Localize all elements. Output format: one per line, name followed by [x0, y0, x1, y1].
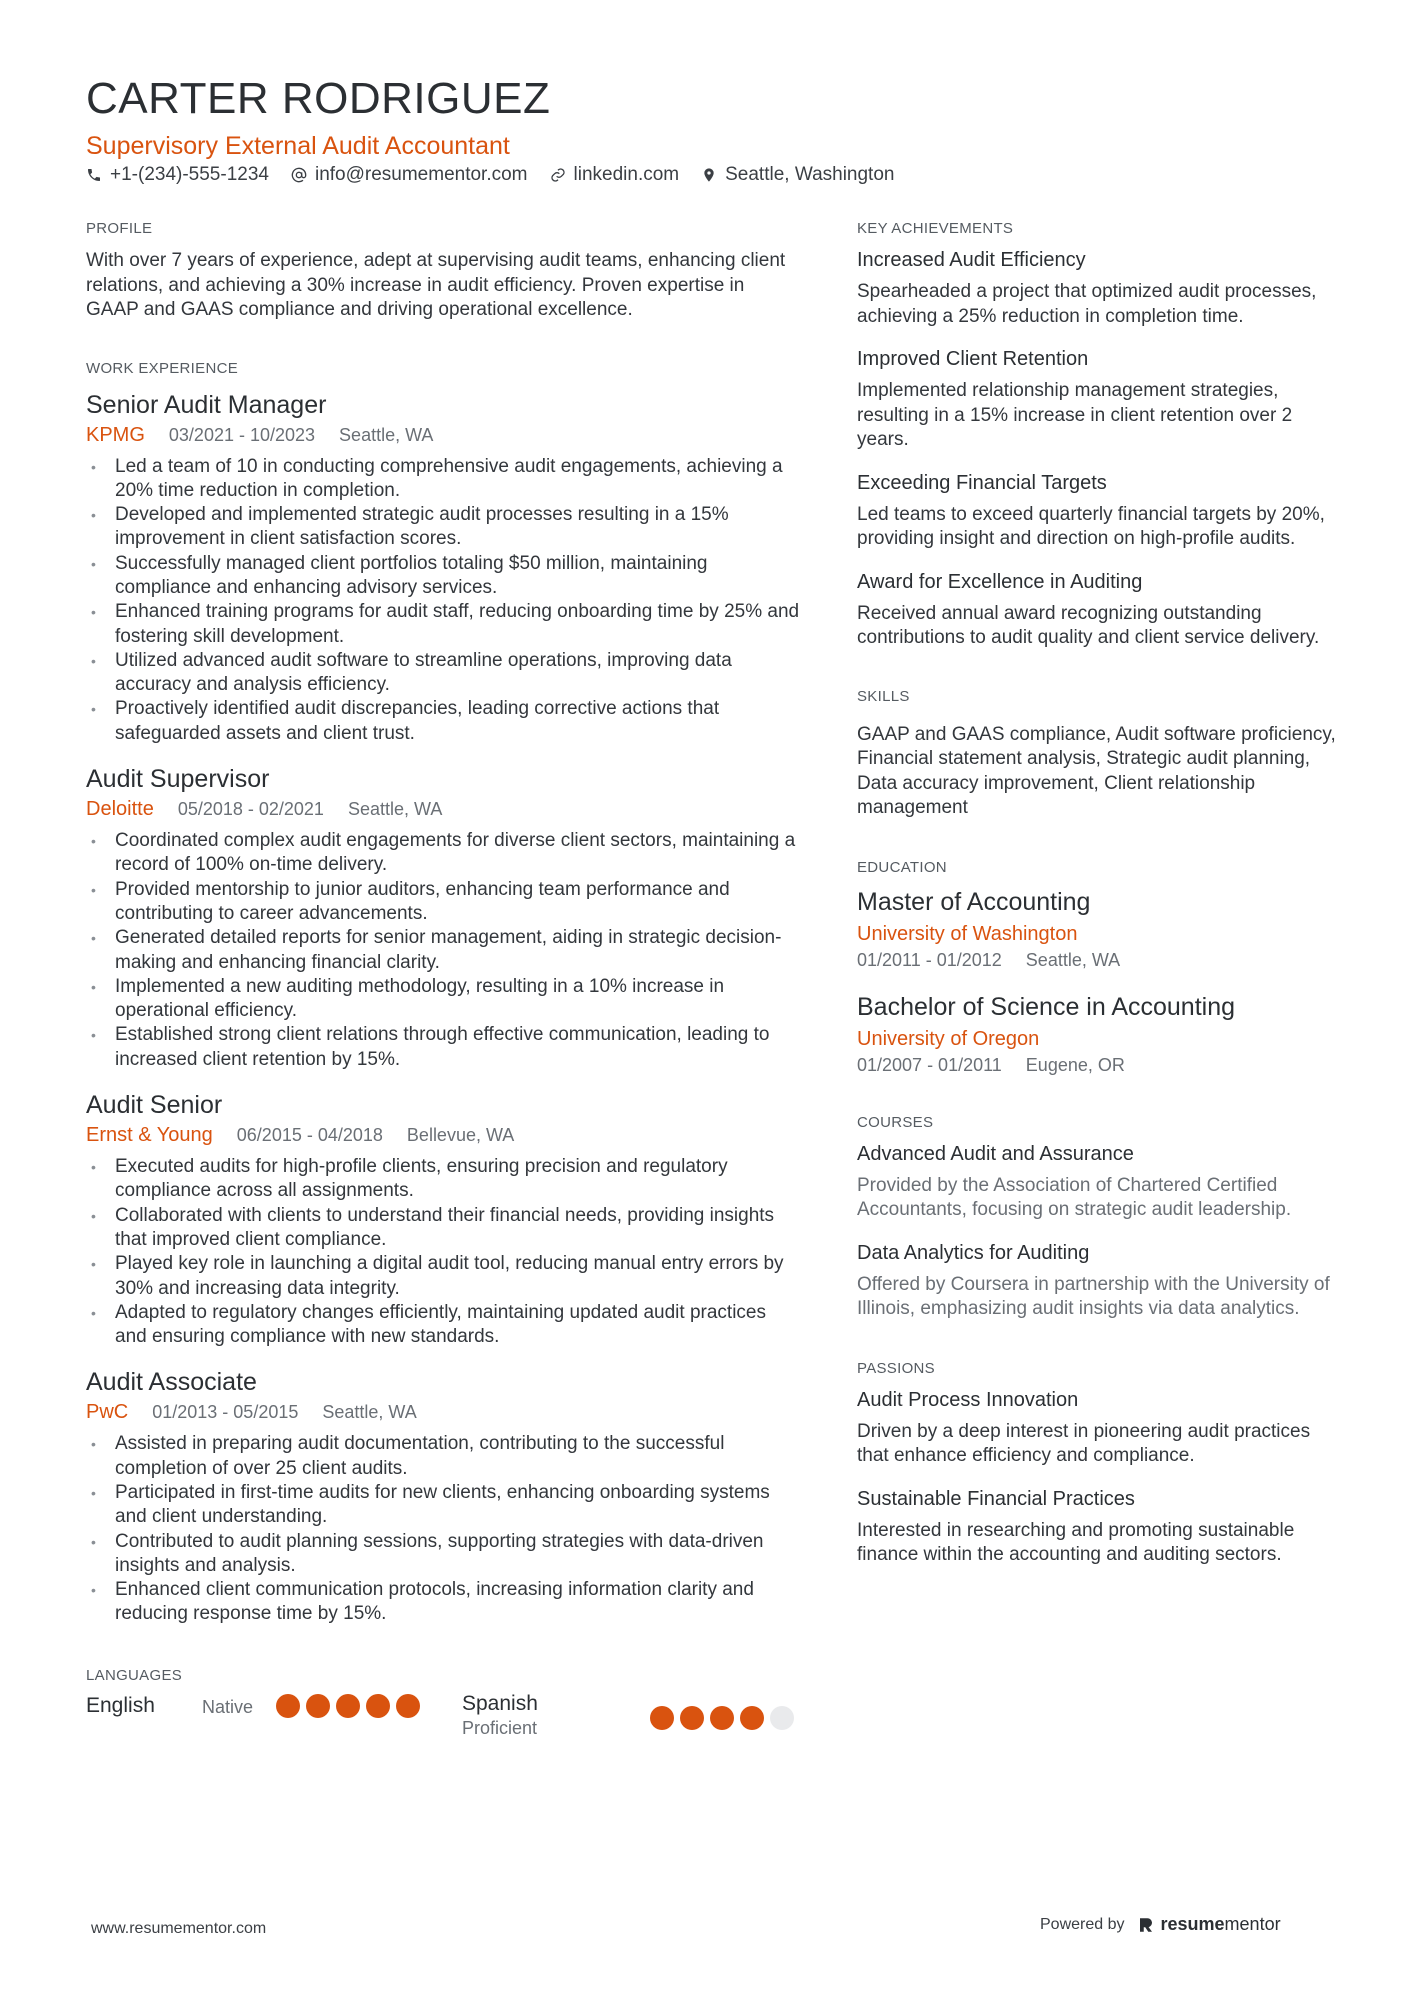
rating-dot	[276, 1694, 300, 1718]
education-item	[857, 993, 1337, 1076]
rating-dot	[740, 1706, 764, 1730]
job-title: Audit Supervisor	[86, 765, 270, 794]
contact-email[interactable]	[291, 164, 528, 186]
course-item	[857, 1242, 1337, 1322]
contact-bar	[86, 164, 894, 186]
job-bullets	[86, 829, 801, 1072]
contact-phone[interactable]	[86, 164, 269, 186]
job-bullet: • Utilized advanced audit software to streamline operations, improving data accuracy and analysis efficiency.	[86, 649, 801, 698]
education-school: University of Oregon	[857, 1027, 1040, 1050]
course-desc: Provided by the Association of Chartered Certified Accountants, focusing on strategic audit leadership.	[857, 1174, 1292, 1220]
language-item	[86, 1694, 155, 1718]
rating-dot	[680, 1706, 704, 1730]
job-meta	[86, 798, 801, 821]
education-school: University of Washington	[857, 922, 1078, 945]
at-icon	[291, 167, 307, 183]
course-desc: Offered by Coursera in partnership with the University of Illinois, emphasizing audit insights via data analytics.	[857, 1273, 1330, 1319]
achievement-desc: Received annual award recognizing outstanding contributions to audit quality and client service delivery.	[857, 602, 1320, 648]
phone-icon	[86, 167, 102, 183]
job-meta	[86, 1401, 801, 1424]
brand-wordmark	[1161, 1914, 1281, 1935]
job-bullet: • Enhanced client communication protocols, increasing information clarity and reducing response time by 15%.	[86, 1578, 801, 1627]
job-bullet: • Adapted to regulatory changes efficiently, maintaining updated audit practices and ensuring compliance with new standards.	[86, 1301, 801, 1350]
education-meta	[857, 950, 1337, 971]
rating-dot	[306, 1694, 330, 1718]
link-icon	[550, 167, 566, 183]
education-heading: EDUCATION	[857, 858, 947, 876]
passion-title: Audit Process Innovation	[857, 1388, 1079, 1411]
achievement-item	[857, 472, 1337, 552]
work-heading: WORK EXPERIENCE	[86, 359, 239, 377]
job-title: Audit Associate	[86, 1368, 257, 1397]
job-location: Seattle, WA	[339, 424, 434, 445]
job-entry	[86, 1091, 801, 1349]
language-rating	[650, 1706, 800, 1735]
education-location: Eugene, OR	[1025, 1054, 1125, 1075]
job-bullet: • Generated detailed reports for senior management, aiding in strategic decision-making and enhancing financial clarity.	[86, 926, 801, 975]
education-degree: Bachelor of Science in Accounting	[857, 992, 1236, 1021]
education-meta	[857, 1055, 1337, 1076]
education-degree: Master of Accounting	[857, 887, 1091, 916]
email-text: info@resumementor.com	[314, 164, 528, 185]
achievement-desc: Implemented relationship management strategies, resulting in a 15% increase in client retention over 2 years.	[857, 380, 1293, 450]
job-bullet: • Contributed to audit planning sessions, supporting strategies with data-driven insights and analysis.	[86, 1530, 801, 1579]
job-bullet: • Executed audits for high-profile clients, ensuring precision and regulatory compliance across all assignments.	[86, 1155, 801, 1204]
footer-website[interactable]: www.resumementor.com	[91, 1920, 267, 1937]
footer-branding	[1040, 1914, 1281, 1935]
language-name: Spanish	[462, 1691, 538, 1715]
job-bullets	[86, 455, 801, 747]
skills-heading: SKILLS	[857, 687, 910, 705]
job-bullet: • Proactively identified audit discrepancies, leading corrective actions that safeguarded assets and client trust.	[86, 697, 801, 746]
languages-row	[86, 1691, 801, 1754]
language-item	[462, 1692, 538, 1739]
job-company: KPMG	[86, 423, 145, 446]
passion-title: Sustainable Financial Practices	[857, 1487, 1135, 1510]
job-bullet: • Implemented a new auditing methodology, resulting in a 10% increase in operational efficiency.	[86, 975, 801, 1024]
job-company: PwC	[86, 1401, 129, 1424]
profile-text: With over 7 years of experience, adept at supervising audit teams, enhancing client relations, and achieving a 30% increase in audit efficiency. Proven expertise in GAAP and GAAS compliance and driving operational excellence.	[86, 250, 786, 320]
course-item	[857, 1143, 1337, 1223]
course-title: Advanced Audit and Assurance	[857, 1142, 1134, 1165]
job-bullet: • Successfully managed client portfolios totaling $50 million, maintaining compliance and enhancing advisory services.	[86, 552, 801, 601]
job-location: Seattle, WA	[322, 1402, 417, 1423]
job-bullet: • Established strong client relations through effective communication, leading to increased client retention by 15%.	[86, 1023, 801, 1072]
job-bullet: • Provided mentorship to junior auditors, enhancing team performance and contributing to career advancements.	[86, 878, 801, 927]
location-text: Seattle, Washington	[725, 164, 895, 185]
languages-heading: LANGUAGES	[86, 1666, 183, 1684]
courses-heading: COURSES	[857, 1113, 934, 1131]
language-level: Proficient	[462, 1717, 538, 1738]
achievement-title: Award for Excellence in Auditing	[857, 570, 1143, 593]
achievement-desc: Spearheaded a project that optimized audit processes, achieving a 25% reduction in completion time.	[857, 281, 1317, 327]
job-bullets	[86, 1155, 801, 1349]
brand-logo[interactable]	[1137, 1914, 1281, 1935]
rating-dot	[650, 1706, 674, 1730]
education-item	[857, 888, 1337, 971]
linkedin-text: linkedin.com	[573, 164, 680, 185]
achievement-desc: Led teams to exceed quarterly financial targets by 20%, providing insight and direction on high-profile audits.	[857, 503, 1325, 549]
job-meta	[86, 1124, 801, 1147]
achievement-item	[857, 249, 1337, 329]
job-location: Seattle, WA	[347, 799, 443, 820]
job-bullet: • Played key role in launching a digital audit tool, reducing manual entry errors by 30% and increasing data integrity.	[86, 1252, 801, 1301]
job-title: Audit Senior	[86, 1091, 223, 1120]
job-meta	[86, 424, 801, 447]
right-column	[857, 220, 1337, 1568]
job-dates: 05/2018 - 02/2021	[177, 799, 324, 820]
job-location: Bellevue, WA	[406, 1125, 515, 1146]
language-rating	[276, 1694, 426, 1723]
job-company: Deloitte	[86, 798, 154, 821]
passion-desc: Driven by a deep interest in pioneering audit practices that enhance efficiency and compliance.	[857, 1420, 1311, 1466]
job-bullet: • Collaborated with clients to understand their financial needs, providing insights that improved client compliance.	[86, 1204, 801, 1253]
job-entry	[86, 1368, 801, 1626]
contact-location	[701, 164, 894, 186]
passion-desc: Interested in researching and promoting sustainable finance within the accounting and auditing sectors.	[857, 1519, 1295, 1565]
education-location: Seattle, WA	[1025, 949, 1121, 970]
contact-linkedin[interactable]	[550, 164, 680, 186]
profile-heading: PROFILE	[86, 220, 153, 237]
rating-dot	[770, 1706, 794, 1730]
education-dates: 01/2011 - 01/2012	[857, 949, 1002, 970]
rating-dot	[336, 1694, 360, 1718]
job-dates: 03/2021 - 10/2023	[168, 424, 316, 445]
job-dates: 06/2015 - 04/2018	[236, 1125, 383, 1146]
passion-item	[857, 1488, 1337, 1568]
resumementor-logo-icon	[1137, 1916, 1155, 1934]
candidate-name: CARTER RODRIGUEZ	[86, 74, 551, 123]
achievement-title: Increased Audit Efficiency	[857, 249, 1086, 271]
job-bullets	[86, 1432, 801, 1626]
passions-heading: PASSIONS	[857, 1359, 935, 1377]
rating-dot	[710, 1706, 734, 1730]
left-column	[86, 220, 801, 1754]
language-name: English	[86, 1693, 155, 1717]
brand-bold: resume	[1160, 1914, 1225, 1934]
course-title: Data Analytics for Auditing	[857, 1241, 1090, 1264]
job-bullet: • Coordinated complex audit engagements for diverse client sectors, maintaining a record of 100% on-time delivery.	[86, 829, 801, 878]
job-title: Senior Audit Manager	[86, 390, 327, 419]
job-bullet: • Participated in first-time audits for new clients, enhancing onboarding systems and client understanding.	[86, 1481, 801, 1530]
passion-item	[857, 1389, 1337, 1469]
education-dates: 01/2007 - 01/2011	[857, 1054, 1002, 1075]
powered-by-label: Powered by	[1040, 1915, 1125, 1933]
phone-text: +1-(234)-555-1234	[110, 164, 269, 185]
job-bullet: • Assisted in preparing audit documentation, contributing to the successful completion of over 25 client audits.	[86, 1432, 801, 1481]
job-dates: 01/2013 - 05/2015	[152, 1402, 299, 1423]
job-bullet: • Led a team of 10 in conducting comprehensive audit engagements, achieving a 20% time reduction in completion.	[86, 455, 801, 504]
achievement-item	[857, 571, 1337, 651]
achievement-title: Improved Client Retention	[857, 348, 1089, 370]
language-level: Native	[202, 1696, 254, 1717]
job-bullet: • Enhanced training programs for audit staff, reducing onboarding time by 25% and fostering skill development.	[86, 600, 801, 649]
achievement-title: Exceeding Financial Targets	[857, 471, 1107, 494]
rating-dot	[396, 1694, 420, 1718]
job-company: Ernst & Young	[86, 1124, 213, 1147]
job-entry	[86, 391, 801, 747]
achievement-item	[857, 348, 1337, 453]
brand-rest: mentor	[1224, 1914, 1281, 1934]
candidate-title: Supervisory External Audit Accountant	[86, 132, 510, 160]
achievements-heading: KEY ACHIEVEMENTS	[857, 220, 1014, 237]
rating-dot	[366, 1694, 390, 1718]
location-pin-icon	[701, 167, 717, 183]
job-entry	[86, 765, 801, 1072]
job-list	[86, 391, 801, 1627]
job-bullet: • Developed and implemented strategic audit processes resulting in a 15% improvement in client satisfaction scores.	[86, 503, 801, 552]
skills-text: GAAP and GAAS compliance, Audit software proficiency, Financial statement analysis, Strategic audit planning, Data accuracy improvement, Client relationship management	[857, 723, 1336, 818]
